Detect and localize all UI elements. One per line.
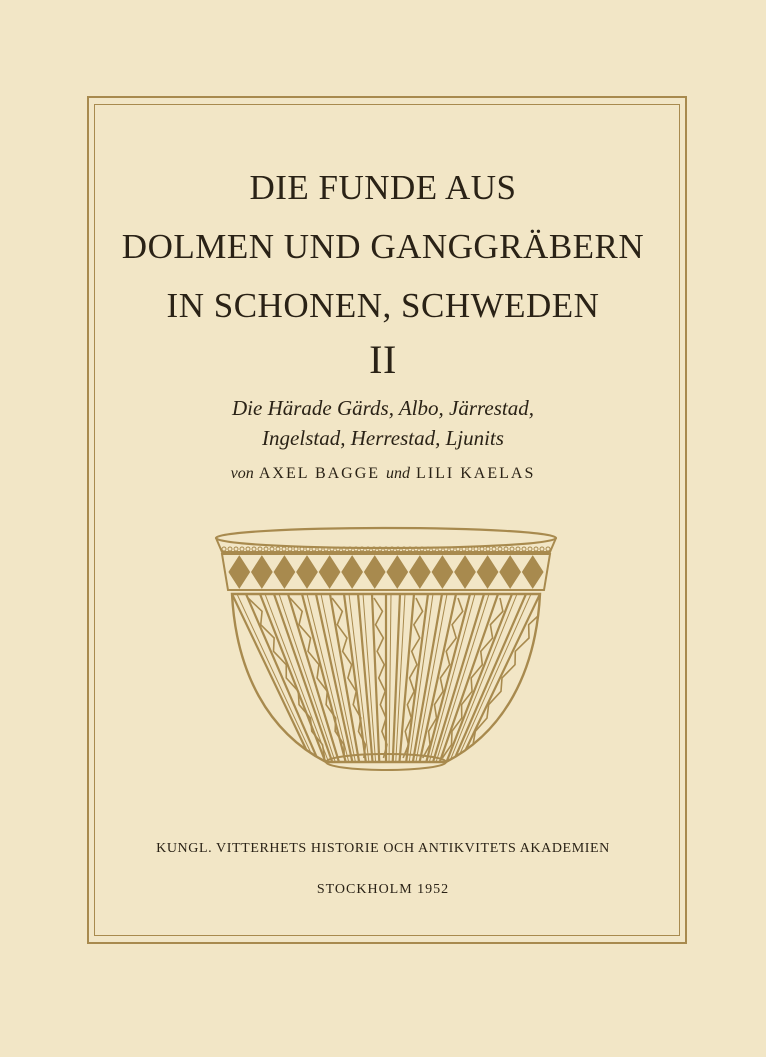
diamond-motif <box>229 556 250 588</box>
body-stripe-line <box>358 594 373 766</box>
diamond-motif <box>297 556 318 588</box>
diamond-motif <box>252 556 273 588</box>
bead <box>222 547 226 551</box>
place-and-year: STOCKHOLM 1952 <box>316 882 450 897</box>
body-hatch-line <box>454 594 531 766</box>
diamond-motif <box>387 556 408 588</box>
bead <box>228 547 232 551</box>
diamond-motif <box>432 556 453 588</box>
diamond-motif <box>455 556 476 588</box>
body-stripe-line <box>288 594 340 766</box>
bead <box>234 547 238 551</box>
bowl-body-stripes <box>232 594 543 766</box>
bead <box>288 547 292 551</box>
bead <box>492 547 496 551</box>
decorated-bowl-drawing <box>214 522 558 778</box>
bead <box>510 547 514 551</box>
subtitle-line-1: Die Härade Gärds, Albo, Järrestad, <box>232 396 534 420</box>
bead <box>246 547 250 551</box>
bead <box>516 547 520 551</box>
diamond-motif <box>319 556 340 588</box>
bead <box>504 547 508 551</box>
diamond-motif <box>477 556 498 588</box>
bead <box>522 547 526 551</box>
bead <box>282 547 286 551</box>
bead <box>252 547 256 551</box>
diamond-motif <box>274 556 295 588</box>
bead <box>258 547 262 551</box>
diamond-motif <box>522 556 543 588</box>
bead <box>276 547 280 551</box>
authors-von: von <box>230 465 254 482</box>
diamond-motif <box>500 556 521 588</box>
bead <box>264 547 268 551</box>
bead <box>486 547 490 551</box>
diamond-motif <box>342 556 363 588</box>
body-stripe-line <box>399 594 414 766</box>
body-hatch-line <box>265 594 330 766</box>
body-hatch-line <box>389 594 391 766</box>
body-zigzag <box>462 598 543 758</box>
body-stripe-line <box>393 594 400 766</box>
bead <box>546 547 550 551</box>
bead <box>240 547 244 551</box>
title-line-2: DOLMEN UND GANGGRÄBERN <box>121 227 645 266</box>
body-stripe-line <box>458 594 540 766</box>
bead <box>480 547 484 551</box>
bead <box>534 547 538 551</box>
diamond-motif <box>364 556 385 588</box>
publisher-name: KUNGL. VITTERHETS HISTORIE OCH ANTIKVITETS AKADEMIEN <box>156 841 610 856</box>
author-1: AXEL BAGGE <box>258 465 381 482</box>
diamond-band <box>229 556 543 588</box>
authors-line <box>0 465 766 483</box>
bead <box>528 547 532 551</box>
body-stripe-line <box>232 594 314 766</box>
author-2: LILI KAELAS <box>416 465 536 482</box>
title-line-3: IN SCHONEN, SCHWEDEN <box>166 286 600 325</box>
volume-number: II <box>369 337 397 382</box>
authors-und: und <box>386 465 411 482</box>
diamond-motif <box>410 556 431 588</box>
subtitle-line-2: Ingelstad, Herrestad, Ljunits <box>262 426 504 450</box>
bead <box>540 547 544 551</box>
bowl-rim-ellipse <box>216 528 556 548</box>
body-hatch-line <box>237 594 317 766</box>
bead <box>498 547 502 551</box>
bead <box>270 547 274 551</box>
title-line-1: DIE FUNDE AUS <box>249 168 517 207</box>
